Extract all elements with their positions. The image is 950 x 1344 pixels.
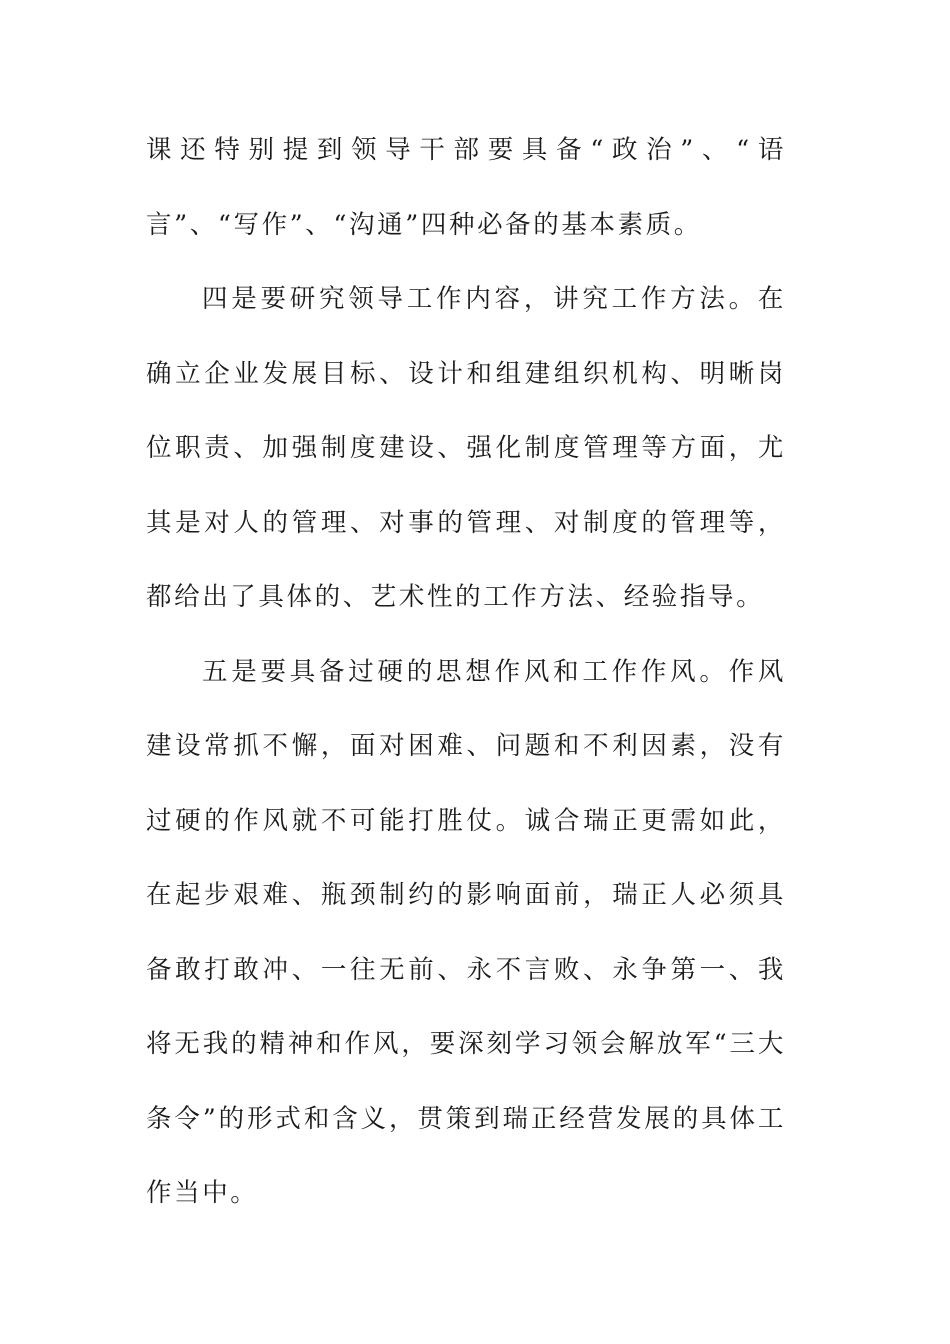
paragraph-work-style: 五是要具备过硬的思想作风和工作作风。作风建设常抓不懈，面对困难、问题和不利因素，没有过硬的作风就不可能打胜仗。诚合瑞正更需如此，在起步艰难、瓶颈制约的影响面前，瑞正人必须具备敢打敢冲、一往无前、永不言败、永争第一、我将无我的精神和作风，要深刻学习领会解放军“三大条令”的形式和含义，贯策到瑞正经营发展的具体工作当中。 <box>146 656 786 1208</box>
paragraph-continuation: 课还特别提到领导干部要具备“政治”、“语言”、“写作”、“沟通”四种必备的基本素质。 <box>146 135 786 240</box>
document-body <box>146 113 786 1231</box>
paragraph-leadership-methods: 四是要研究领导工作内容，讲究工作方法。在确立企业发展目标、设计和组建组织机构、明晰岗位职责、加强制度建设、强化制度管理等方面，尤其是对人的管理、对事的管理、对制度的管理等，都给出了具体的、艺术性的工作方法、经验指导。 <box>146 284 786 612</box>
